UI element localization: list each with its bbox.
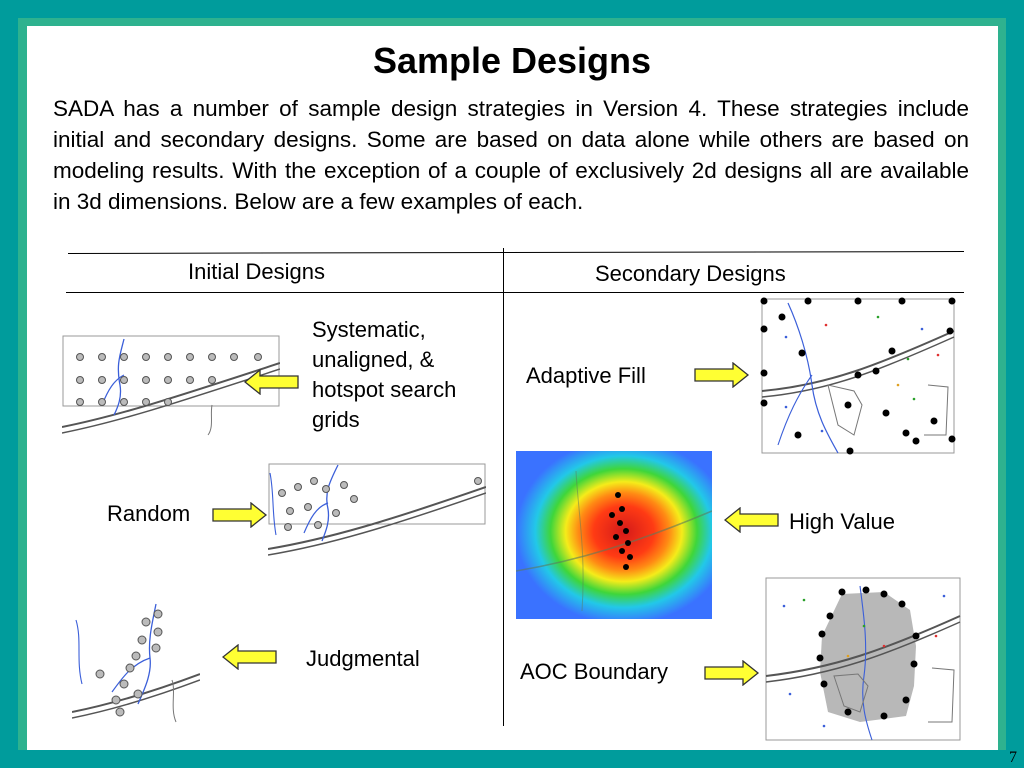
judgmental-label: Judgmental <box>306 646 420 671</box>
header-bottom-rule <box>66 292 964 293</box>
judgmental-arrow-icon <box>222 644 278 670</box>
secondary-designs-header: Secondary Designs <box>595 261 786 286</box>
aoc-boundary-arrow-icon <box>704 660 760 686</box>
page-number: 7 <box>1009 749 1017 766</box>
systematic-arrow-icon <box>244 369 300 395</box>
random-map <box>268 463 486 557</box>
intro-paragraph: SADA has a number of sample design strategies in Version 4. These strategies include initial and secondary designs. Some are based on data alone while others are based on modeling results. With the exception of a couple of exclusively 2d designs all are available in 3d dimensions. Below are a few examples of each. <box>53 96 969 214</box>
adaptive-fill-label: Adaptive Fill <box>526 363 646 388</box>
aoc-boundary-label: AOC Boundary <box>520 659 668 684</box>
high-value-heatmap <box>516 451 712 619</box>
judgmental-map <box>72 600 200 724</box>
adaptive-fill-arrow-icon <box>694 362 750 388</box>
high-value-label: High Value <box>789 509 895 534</box>
slide-title: Sample Designs <box>372 40 652 81</box>
random-arrow-icon <box>212 502 268 528</box>
aoc-boundary-map <box>764 576 962 742</box>
high-value-arrow-icon <box>724 507 780 533</box>
column-divider <box>503 248 504 726</box>
initial-designs-header: Initial Designs <box>188 259 325 284</box>
random-label: Random <box>107 501 191 526</box>
adaptive-fill-map <box>758 295 958 457</box>
systematic-label: Systematic, unaligned, & hotspot search grids <box>312 317 457 432</box>
